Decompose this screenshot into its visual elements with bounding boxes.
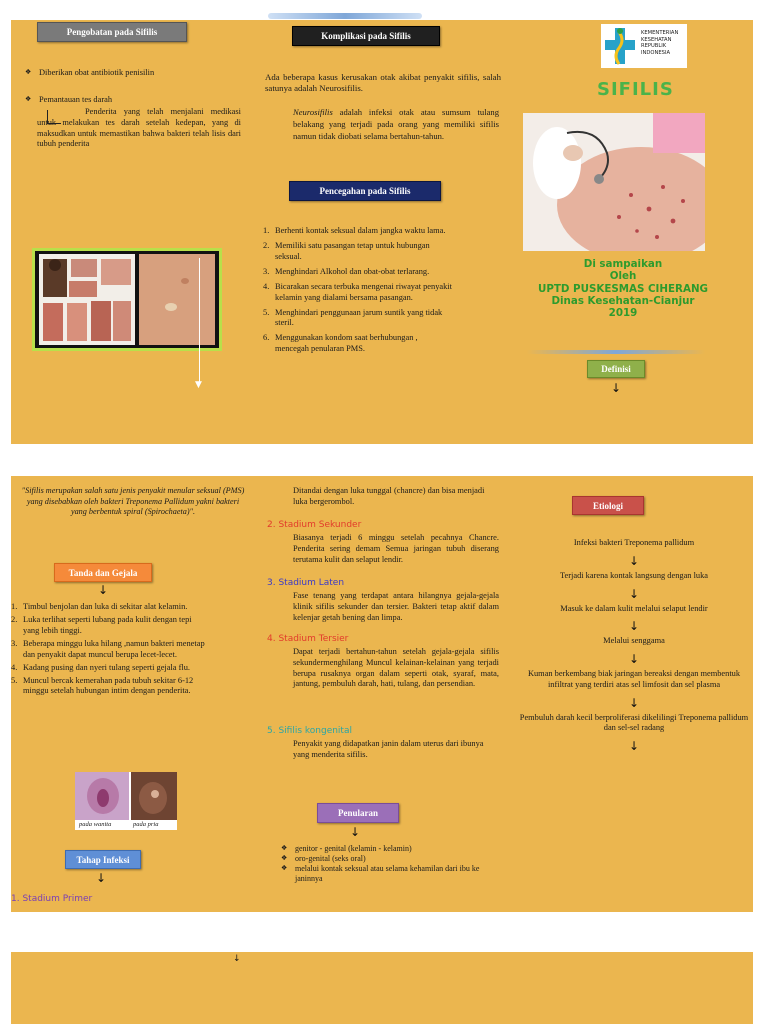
stage-sekunder-title: 2. Stadium Sekunder	[267, 520, 362, 530]
etiologi-step: Infeksi bakteri Treponema pallidum	[573, 538, 695, 547]
down-arrow-icon: ↓	[98, 583, 109, 597]
presenter-org: UPTD PUSKESMAS CIHERANG	[537, 282, 709, 295]
stage-laten-text: Fase tenang yang terdapat antara hilangnya gejala-gejala klinik sifilis sekunder dan tersier. Bakteri tetap aktif dalam kelenjar getah bening dan limpa.	[293, 591, 499, 622]
definisi-heading: Definisi	[587, 360, 645, 378]
list-item: ❖ oro-genital (seks oral)	[281, 854, 503, 864]
stage-primer-text: Ditandai dengan luka tunggal (chancre) dan bisa menjadi luka bergerombol.	[293, 486, 485, 506]
down-arrow-icon: ↓	[611, 381, 622, 395]
etiologi-step: Pembuluh darah kecil berproliferasi dikelilingi Treponema pallidum dan sel-sel radang	[519, 712, 749, 733]
symptom-photo-collage	[35, 251, 219, 348]
brochure-outside-panel	[11, 20, 753, 444]
presenter-line: Di sampaikan	[583, 258, 663, 270]
etiologi-step: Masuk ke dalam kulit melalui selaput lendir	[560, 603, 708, 613]
neurosifilis-text: adalah infeksi otak atau sumsum tulang belakang yang terjadi pada orang yang memiliki sifilis namun tidak diobati selama bertahun-tahun.	[293, 107, 499, 142]
down-arrow-icon: ↓	[233, 954, 241, 964]
etiologi-step: Terjadi karena kontak langsung dengan luka	[559, 570, 709, 580]
divider-bar	[527, 350, 705, 354]
pencegahan-list	[263, 226, 453, 357]
stage-kongenital-title: 5. Sifilis kongenital	[267, 726, 352, 736]
pencegahan-heading: Pencegahan pada Sifilis	[289, 181, 441, 201]
pengobatan-list	[25, 68, 240, 108]
presenter-year: 2019	[608, 307, 638, 320]
etiologi-step: Kuman berkembang biak jaringan bereaksi dengan membentuk infiltrat yang terdiri atas sel limfosit dan sel plasma	[527, 669, 741, 689]
down-arrow-icon: ↓	[350, 825, 361, 839]
doctor-examining-patient-image	[523, 113, 705, 251]
brochure-next-panel	[11, 952, 753, 1024]
down-arrow-icon: ↓	[96, 871, 107, 885]
list-item: 5. Muncul bercak kemerahan pada tubuh sekitar 6-12 minggu setelah hubungan intim dengan penderita.	[11, 675, 194, 696]
down-arrow-icon: ↓	[629, 695, 640, 710]
symptom-photos-image	[75, 772, 177, 820]
stage-tersier-text: Dapat terjadi bertahun-tahun setelah gejala-gejala sifilis sekundermenghilang Muncul kelainan-kelainan yang terjadi berupa rusaknya organ dalam seperti otak, syaraf, mata, jantung, pembuluh darah, hati, tulang, dan persendian.	[293, 647, 499, 689]
genital-symptom-photos	[75, 772, 177, 830]
list-item: 6. Menggunakan kondom saat berhubungan , mencegah penularan PMS.	[263, 333, 418, 354]
tanda-gejala-heading: Tanda dan Gejala	[54, 563, 152, 582]
list-item: 1. Berhenti kontak seksual dalam jangka waktu lama.	[263, 226, 446, 235]
list-item: 4. Kadang pusing dan nyeri tulang seperti gejala flu.	[11, 662, 190, 672]
stage-sekunder-text: Biasanya terjadi 6 minggu setelah pecahnya Chancre. Penderita sering demam Semua jaringan tubuh diserang terutama kulit dan selaput lendir.	[293, 533, 499, 564]
list-item: 4. Bicarakan secara terbuka mengenai riwayat penyakit kelamin yang dialami bersama pasangan.	[263, 281, 452, 302]
corner-arrow-icon	[47, 110, 61, 124]
stage-laten-title: 3. Stadium Laten	[267, 578, 345, 588]
down-arrow-icon: ↓	[629, 739, 640, 753]
list-item: 5. Menghindari penggunaan jarum suntik yang tidak steril.	[263, 307, 443, 328]
kemenkes-text: KEMENTERIAN KESEHATAN REPUBLIK INDONESIA	[641, 30, 679, 56]
down-arrow-icon: ↓	[629, 553, 640, 568]
list-item: 1. Timbul benjolan dan luka di sekitar alat kelamin.	[11, 602, 188, 611]
neurosifilis-paragraph	[293, 106, 499, 142]
komplikasi-intro: Ada beberapa kasus kerusakan otak akibat penyakit sifilis, salah satunya adalah Neurosifilis.	[265, 72, 501, 94]
kemenkes-emblem-icon	[603, 26, 639, 66]
list-item: ❖ melalui kontak seksual atau selama kehamilan dari ibu ke janinnya	[281, 864, 503, 884]
down-arrow-icon: ↓	[629, 652, 640, 666]
list-item: 3. Menghindari Alkohol dan obat-obat terlarang.	[263, 266, 430, 276]
presenter-dept: Dinas Kesehatan-Cianjur	[551, 295, 695, 308]
caption-male: pada pria	[133, 821, 159, 828]
pengobatan-paragraph: Penderita yang telah menjalani medikasi untuk melakukan tes darah setelah kedepan, yang di maksudkan untuk memastikan bahwa bakteri telah lisis dari tubuh penderita	[37, 107, 241, 149]
etiologi-heading: Etiologi	[572, 496, 644, 515]
rash-photo	[71, 259, 97, 277]
list-item: ❖ Pemantauan tes darah	[25, 95, 240, 106]
komplikasi-heading: Komplikasi pada Sifilis	[292, 26, 440, 46]
definition-quote: "Sifilis merupakan salah satu jenis penyakit menular seksual (PMS) yang disebabkan oleh bakteri Treponema Pallidum yakni bakteri yang berbentuk spiral (Spirochaeta)".	[21, 486, 245, 517]
tahap-infeksi-heading: Tahap Infeksi	[65, 850, 141, 869]
top-decoration	[268, 13, 422, 19]
pengobatan-heading: Pengobatan pada Sifilis	[37, 22, 187, 42]
stage-kongenital-text: Penyakit yang didapatkan janin dalam uterus dari ibunya yang menderita sifilis.	[293, 739, 484, 759]
down-arrow-icon: ↓	[629, 586, 640, 601]
penularan-list	[281, 844, 503, 886]
symptom-photo-frame	[32, 248, 222, 351]
down-arrow-icon: ↓	[629, 619, 640, 634]
caption-female: pada wanita	[79, 821, 112, 828]
neurosifilis-term: Neurosifilis	[293, 107, 333, 117]
brochure-inside-panel	[11, 476, 753, 912]
presenter-line: Oleh	[609, 270, 637, 283]
list-item: ❖ Diberikan obat antibiotik penisilin	[25, 68, 240, 79]
penularan-heading: Penularan	[317, 803, 399, 823]
stage-tersier-title: 4. Stadium Tersier	[267, 634, 349, 644]
stage-primer-title: 1. Stadium Primer	[11, 894, 93, 904]
skin-lesion-photo	[139, 254, 215, 345]
brochure-title: SIFILIS	[597, 79, 674, 100]
etiologi-flow	[519, 538, 749, 752]
etiologi-step: Melalui senggama	[603, 636, 665, 646]
list-item: 2. Memiliki satu pasangan tetap untuk hubungan seksual.	[263, 240, 430, 261]
list-item: 2. Luka terlihat seperti lubang pada kulit dengan tepi yang lebih tinggi.	[11, 614, 192, 635]
list-item: 3. Beberapa minggu luka hilang ,namun bakteri menetap dan penyakit dapat muncul berupa lecet-lecet.	[11, 638, 205, 659]
symptom-list	[11, 602, 207, 699]
presenter-block	[523, 258, 723, 320]
vertical-line	[199, 258, 200, 384]
list-item: ❖ genitor - genital (kelamin - kelamin)	[281, 844, 503, 854]
down-arrow-icon: ▼	[195, 380, 202, 390]
cover-photo	[523, 113, 705, 251]
kemenkes-logo	[601, 24, 687, 68]
